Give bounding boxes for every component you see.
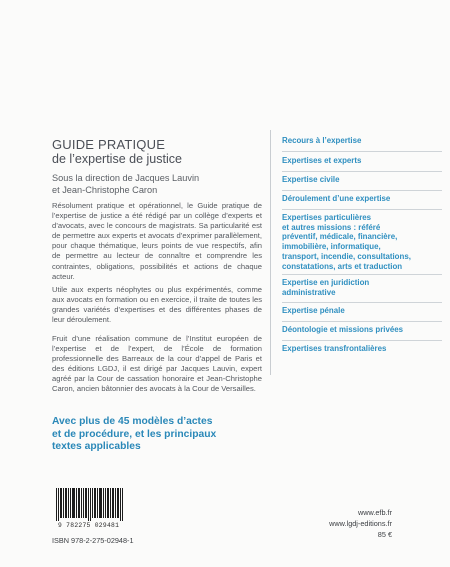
price: 85 € [377,530,392,539]
toc-rule [282,321,442,322]
toc-rule [282,274,442,275]
toc-item-expertise-penale [282,306,442,316]
toc-line: immobilière, informatique, [282,242,381,252]
toc-line: Expertises particulières [282,213,372,222]
toc-rule [282,171,442,172]
toc-line: administrative [282,287,336,297]
toc-line: Déontologie et missions privées [282,325,404,334]
toc-rule [282,190,442,191]
toc-line: Expertise en juridiction [282,278,370,287]
barcode-digits: 9 782275 029481 [58,522,120,529]
toc-line: transport, incendie, consultations, [282,251,411,261]
toc-line: Expertise civile [282,175,340,184]
isbn: ISBN 978-2-275-02948-1 [52,536,134,545]
barcode [52,488,127,521]
book-title: GUIDE PRATIQUE [52,137,166,152]
toc-rule [282,151,442,152]
toc-rule [282,302,442,303]
toc-item-expertises-experts [282,156,442,166]
toc-line: préventif, médicale, financière, [282,232,398,242]
editors-line-1: Sous la direction de Jacques Lauvin [52,173,200,183]
toc-line: Déroulement d’une expertise [282,194,391,203]
book-subtitle: de l’expertise de justice [52,152,182,166]
toc-rule [282,209,442,210]
toc-item-deontologie [282,325,442,335]
toc-line: et autres missions : référé [282,222,381,232]
highlight-line-2: et de procédure, et les principaux [52,428,217,440]
description-paragraph-2: Utile aux experts néophytes ou plus expérimentés, comme aux avocats en formation ou en exercice, il traite de toutes les grandes variétés d’expertises et des différentes phases de leur déroulement. [52,285,262,325]
toc-item-recours [282,136,442,146]
highlight-line-1: Avec plus de 45 modèles d’actes [52,416,213,427]
column-divider [270,130,271,375]
toc-rule [282,340,442,341]
website-efb[interactable]: www.efb.fr [357,508,392,517]
highlight-callout [52,416,262,454]
description-paragraph-1: Résolument pratique et opérationnel, le Guide pratique de l’expertise de justice a été rédigé par un collège d’experts et d’avocats, avec le concours de magistrats. Sa particularité est de permettre aux experts et avocats d’exprimer parallèlement, pour chaque thématique, leurs points de vue respectifs, afin de permettre au lecteur de connaître et comprendre les contraintes, obligations, possibilités et actions de chaque acteur. [52,201,262,281]
toc-item-expertise-civile [282,175,442,185]
toc-item-expertises-particulieres [282,213,442,271]
toc-line: Expertise pénale [282,306,345,315]
description-paragraph-3: Fruit d’une réalisation commune de l’Institut européen de l’expertise et de l’expert, de l’École de formation professionnelle des Barreaux de la cour d’appel de Paris et des éditions LGDJ, il est dirigé par Jacques Lauvin, expert agréé par la Cour de cassation honoraire et Jean-Christophe Caron, ancien bâtonnier des avocats à la Cour de Versailles. [52,334,262,394]
toc-item-juridiction-administrative [282,278,442,297]
highlight-line-3: textes applicables [52,441,141,452]
editors-line-2: et Jean-Christophe Caron [52,185,158,195]
toc-line: Recours à l’expertise [282,136,362,145]
website-lgdj[interactable]: www.lgdj-editions.fr [329,519,392,528]
toc-line: Expertises et experts [282,156,362,165]
toc-item-transfrontalieres [282,344,442,354]
toc-line: Expertises transfrontalières [282,344,387,353]
toc-item-deroulement [282,194,442,204]
toc-line: constatations, arts et traduction [282,261,403,271]
editors-credit [52,172,262,196]
